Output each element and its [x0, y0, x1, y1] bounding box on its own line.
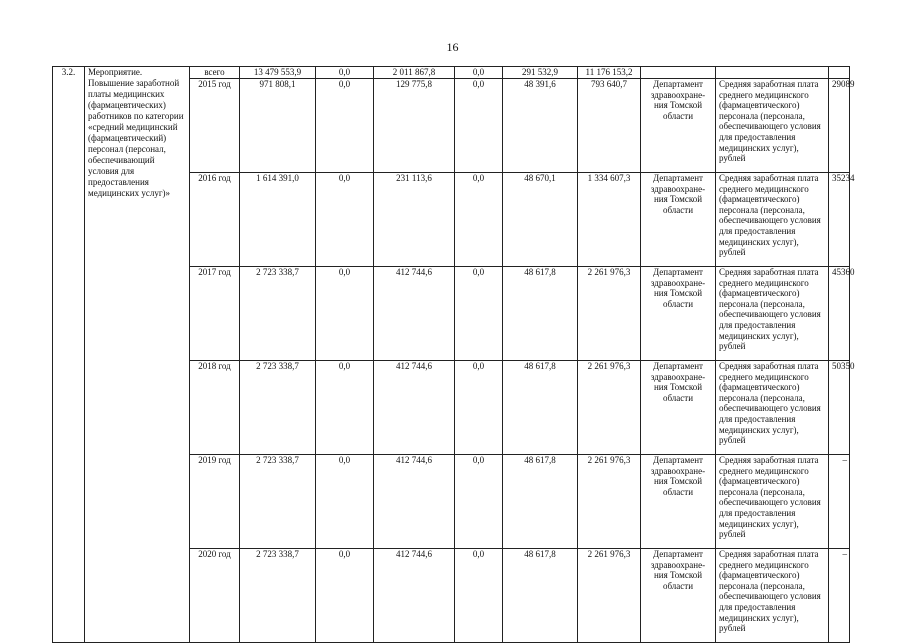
executor: Департамент здравоохране- ния Томской области [641, 549, 716, 643]
indicator-value: 50350 [829, 361, 850, 455]
amount-total: 2 723 338,7 [240, 549, 316, 643]
amount-federal: 0,0 [316, 455, 374, 549]
amount-federal: 0,0 [316, 549, 374, 643]
amount-federal: 0,0 [316, 79, 374, 173]
amount-federal: 0,0 [316, 361, 374, 455]
amount-extra: 48 391,6 [503, 79, 578, 173]
indicator: Средняя заработная плата среднего медицинского (фармацевтического) персонала (персонала, обеспечивающего условия для предоставления медицинских услуг), рублей [716, 455, 829, 549]
year-label: 2020 год [190, 549, 240, 643]
year-label: 2016 год [190, 173, 240, 267]
indicator: Средняя заработная плата среднего медицинского (фармацевтического) персонала (персонала, обеспечивающего условия для предоставления медицинских услуг), рублей [716, 173, 829, 267]
total-local: 0,0 [455, 67, 503, 79]
indicator: Средняя заработная плата среднего медицинского (фармацевтического) персонала (персонала, обеспечивающего условия для предоставления медицинских услуг), рублей [716, 361, 829, 455]
year-label: 2019 год [190, 455, 240, 549]
amount-self: 2 261 976,3 [578, 549, 641, 643]
amount-local: 0,0 [455, 361, 503, 455]
executor: Департамент здравоохране- ния Томской области [641, 455, 716, 549]
total-executor-empty [641, 67, 716, 79]
total-regional: 2 011 867,8 [374, 67, 455, 79]
amount-regional: 412 744,6 [374, 361, 455, 455]
amount-self: 2 261 976,3 [578, 455, 641, 549]
amount-regional: 129 775,8 [374, 79, 455, 173]
page-number: 16 [446, 40, 459, 54]
amount-regional: 231 113,6 [374, 173, 455, 267]
amount-extra: 48 617,8 [503, 267, 578, 361]
amount-regional: 412 744,6 [374, 267, 455, 361]
indicator-value: – [829, 455, 850, 549]
year-label: 2017 год [190, 267, 240, 361]
amount-extra: 48 617,8 [503, 361, 578, 455]
amount-total: 1 614 391,0 [240, 173, 316, 267]
amount-local: 0,0 [455, 549, 503, 643]
item-name: Мероприятие. Повышение заработной платы медицинских (фармацевтических) работников по категории «средний медицинский (фармацевтический) персонал (персонал, обеспечивающий условия для предоставления медицинских услуг)» [85, 67, 190, 643]
amount-local: 0,0 [455, 267, 503, 361]
indicator: Средняя заработная плата среднего медицинского (фармацевтического) персонала (персонала, обеспечивающего условия для предоставления медицинских услуг), рублей [716, 549, 829, 643]
amount-self: 1 334 607,3 [578, 173, 641, 267]
amount-self: 2 261 976,3 [578, 267, 641, 361]
amount-total: 2 723 338,7 [240, 361, 316, 455]
indicator-value: 29089 [829, 79, 850, 173]
indicator-value: 45360 [829, 267, 850, 361]
amount-regional: 412 744,6 [374, 549, 455, 643]
executor: Департамент здравоохране- ния Томской области [641, 79, 716, 173]
indicator-value: 35234 [829, 173, 850, 267]
amount-regional: 412 744,6 [374, 455, 455, 549]
amount-self: 2 261 976,3 [578, 361, 641, 455]
total-label: всего [190, 67, 240, 79]
amount-self: 793 640,7 [578, 79, 641, 173]
year-label: 2018 год [190, 361, 240, 455]
amount-federal: 0,0 [316, 267, 374, 361]
total-indicator-empty [716, 67, 829, 79]
indicator: Средняя заработная плата среднего медицинского (фармацевтического) персонала (персонала, обеспечивающего условия для предоставления медицинских услуг), рублей [716, 79, 829, 173]
amount-extra: 48 617,8 [503, 455, 578, 549]
amount-extra: 48 617,8 [503, 549, 578, 643]
amount-federal: 0,0 [316, 173, 374, 267]
amount-total: 2 723 338,7 [240, 267, 316, 361]
total-amount: 13 479 553,9 [240, 67, 316, 79]
indicator: Средняя заработная плата среднего медицинского (фармацевтического) персонала (персонала, обеспечивающего условия для предоставления медицинских услуг), рублей [716, 267, 829, 361]
executor: Департамент здравоохране- ния Томской области [641, 173, 716, 267]
amount-total: 971 808,1 [240, 79, 316, 173]
executor: Департамент здравоохране- ния Томской области [641, 361, 716, 455]
amount-total: 2 723 338,7 [240, 455, 316, 549]
item-code: 3.2. [53, 67, 85, 643]
indicator-value: – [829, 549, 850, 643]
total-federal: 0,0 [316, 67, 374, 79]
total-self: 11 176 153,2 [578, 67, 641, 79]
table-row-total [53, 67, 850, 79]
year-label: 2015 год [190, 79, 240, 173]
amount-local: 0,0 [455, 173, 503, 267]
executor: Департамент здравоохране- ния Томской области [641, 267, 716, 361]
total-value-empty [829, 67, 850, 79]
amount-extra: 48 670,1 [503, 173, 578, 267]
total-extra: 291 532,9 [503, 67, 578, 79]
document-table-viewport [52, 66, 855, 634]
amount-local: 0,0 [455, 79, 503, 173]
amount-local: 0,0 [455, 455, 503, 549]
funding-table [52, 66, 855, 643]
